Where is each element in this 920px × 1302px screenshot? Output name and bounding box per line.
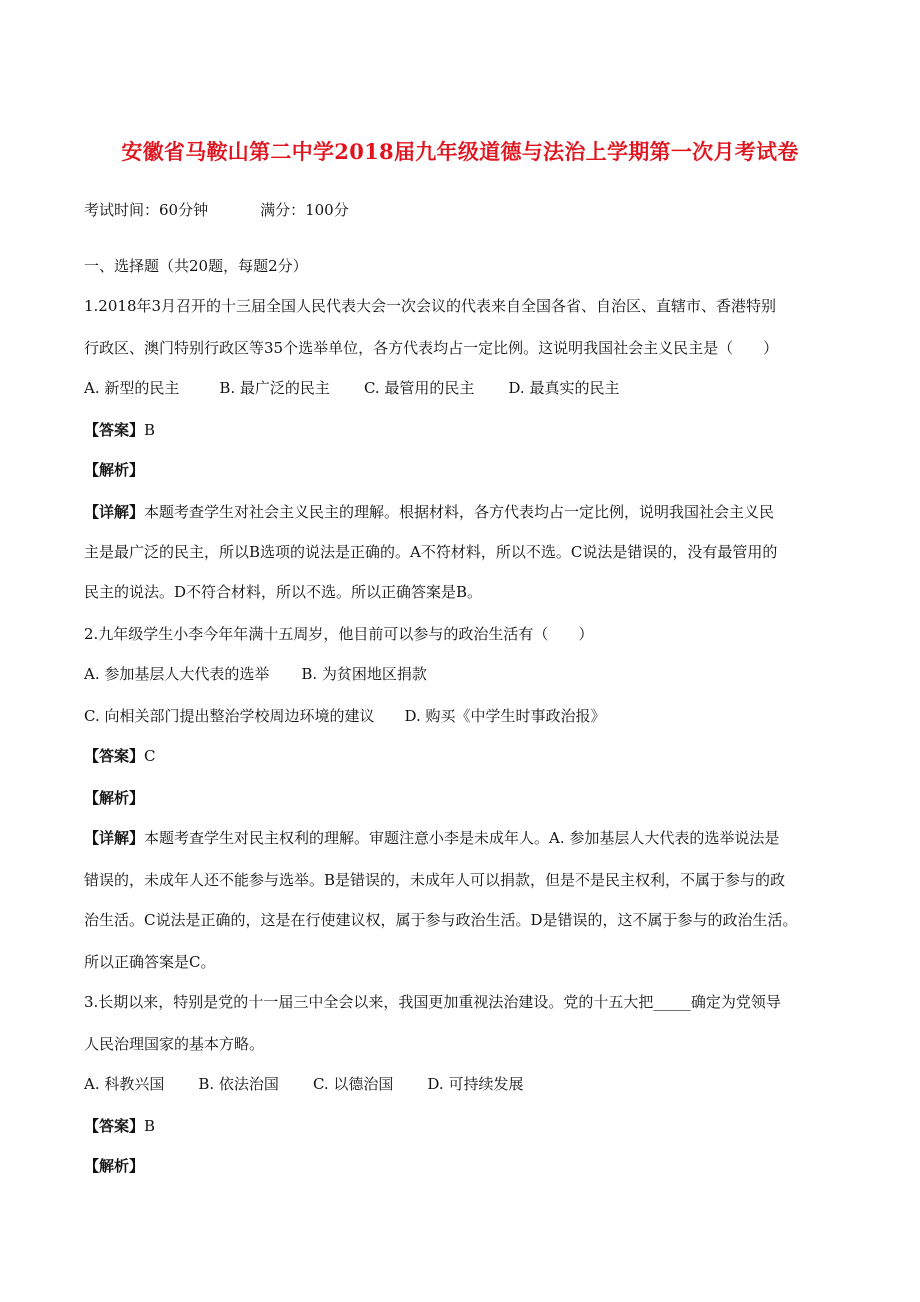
q2-answer-label: 【答案】 (84, 747, 145, 765)
q1-analysis-label: 【解析】 (84, 461, 145, 479)
q2-option-b: B. 为贫困地区捐款 (301, 665, 427, 683)
q2-stem-line-1: 2.九年级学生小李今年年满十五周岁，他目前可以参与的政治生活有（ ） (84, 625, 594, 643)
q2-analysis-label: 【解析】 (84, 789, 145, 807)
page-title: 安徽省马鞍山第二中学2018届九年级道德与法治上学期第一次月考试卷 (121, 139, 799, 164)
q1-option-c: C. 最管用的民主 (363, 379, 475, 397)
q1-detail-label: 【详解】 (84, 503, 145, 521)
q1-stem-line-2: 行政区、澳门特别行政区等35个选举单位，各方代表均占一定比例。这说明我国社会主义民主是（ ） (84, 339, 779, 357)
q1-options (84, 378, 844, 398)
q1-answer (84, 420, 844, 440)
exam-info (84, 200, 844, 220)
q3-stem-line-1: 3.长期以来，特别是党的十一届三中全会以来，我国更加重视法治建设。党的十五大把_____确定为党领导 (84, 993, 781, 1011)
q1-detail-text-1: 本题考查学生对社会主义民主的理解。根据材料，各方代表均占一定比例，说明我国社会主义民 (144, 503, 775, 521)
q1-answer-value: B (144, 421, 156, 439)
q1-detail-line-3: 民主的说法。D不符合材料，所以不选。所以正确答案是B。 (84, 583, 483, 601)
q1-stem-line-1: 1.2018年3月召开的十三届全国人民代表大会一次会议的代表来自全国各省、自治区、直辖市、香港特别 (84, 297, 777, 315)
q3-option-c: C. 以德治国 (312, 1075, 394, 1093)
q2-detail-text-1: 本题考查学生对民主权利的理解。审题注意小李是未成年人。A. 参加基层人大代表的选举说法是 (144, 829, 780, 847)
q3-answer-label: 【答案】 (84, 1117, 145, 1135)
q3-answer-value: B (144, 1117, 156, 1135)
q3-answer (84, 1116, 844, 1136)
exam-time: 考试时间：60分钟 (84, 201, 209, 219)
q2-detail-line-2: 错误的，未成年人还不能参与选举。B是错误的，未成年人可以捐款，但是不是民主权利，不属于参与的政 (84, 871, 786, 889)
section-heading: 一、选择题（共20题，每题2分） (84, 257, 308, 275)
q2-detail-line-4: 所以正确答案是C。 (84, 953, 216, 971)
q3-analysis-label: 【解析】 (84, 1157, 145, 1175)
full-score: 满分：100分 (260, 201, 349, 219)
q3-option-a: A. 科教兴国 (84, 1075, 165, 1093)
q2-answer (84, 746, 844, 766)
q1-detail-line-2: 主是最广泛的民主，所以B选项的说法是正确的。A不符材料，所以不选。C说法是错误的，没有最管用的 (84, 543, 778, 561)
q2-option-c: C. 向相关部门提出整治学校周边环境的建议 (84, 707, 375, 725)
q1-option-b: B. 最广泛的民主 (219, 379, 330, 397)
q1-option-d: D. 最真实的民主 (508, 379, 620, 397)
q2-option-d: D. 购买《中学生时事政治报》 (404, 707, 606, 725)
q1-option-a: A. 新型的民主 (84, 379, 180, 397)
q3-option-d: D. 可持续发展 (427, 1075, 524, 1093)
q2-detail-line-3: 治生活。C说法是正确的，这是在行使建议权，属于参与政治生活。D是错误的，这不属于参与的政治生活。 (84, 911, 798, 929)
q2-detail-label: 【详解】 (84, 829, 145, 847)
q1-detail-line-1 (84, 502, 844, 522)
q3-options (84, 1074, 844, 1094)
q3-stem-line-2: 人民治理国家的基本方略。 (84, 1035, 265, 1053)
q2-option-a: A. 参加基层人大代表的选举 (84, 665, 270, 683)
q2-options-row-2 (84, 706, 844, 726)
q1-answer-label: 【答案】 (84, 421, 145, 439)
q2-answer-value: C (144, 747, 156, 765)
q2-options-row-1 (84, 664, 844, 684)
q3-option-b: B. 依法治国 (198, 1075, 279, 1093)
q2-detail-line-1 (84, 828, 844, 848)
